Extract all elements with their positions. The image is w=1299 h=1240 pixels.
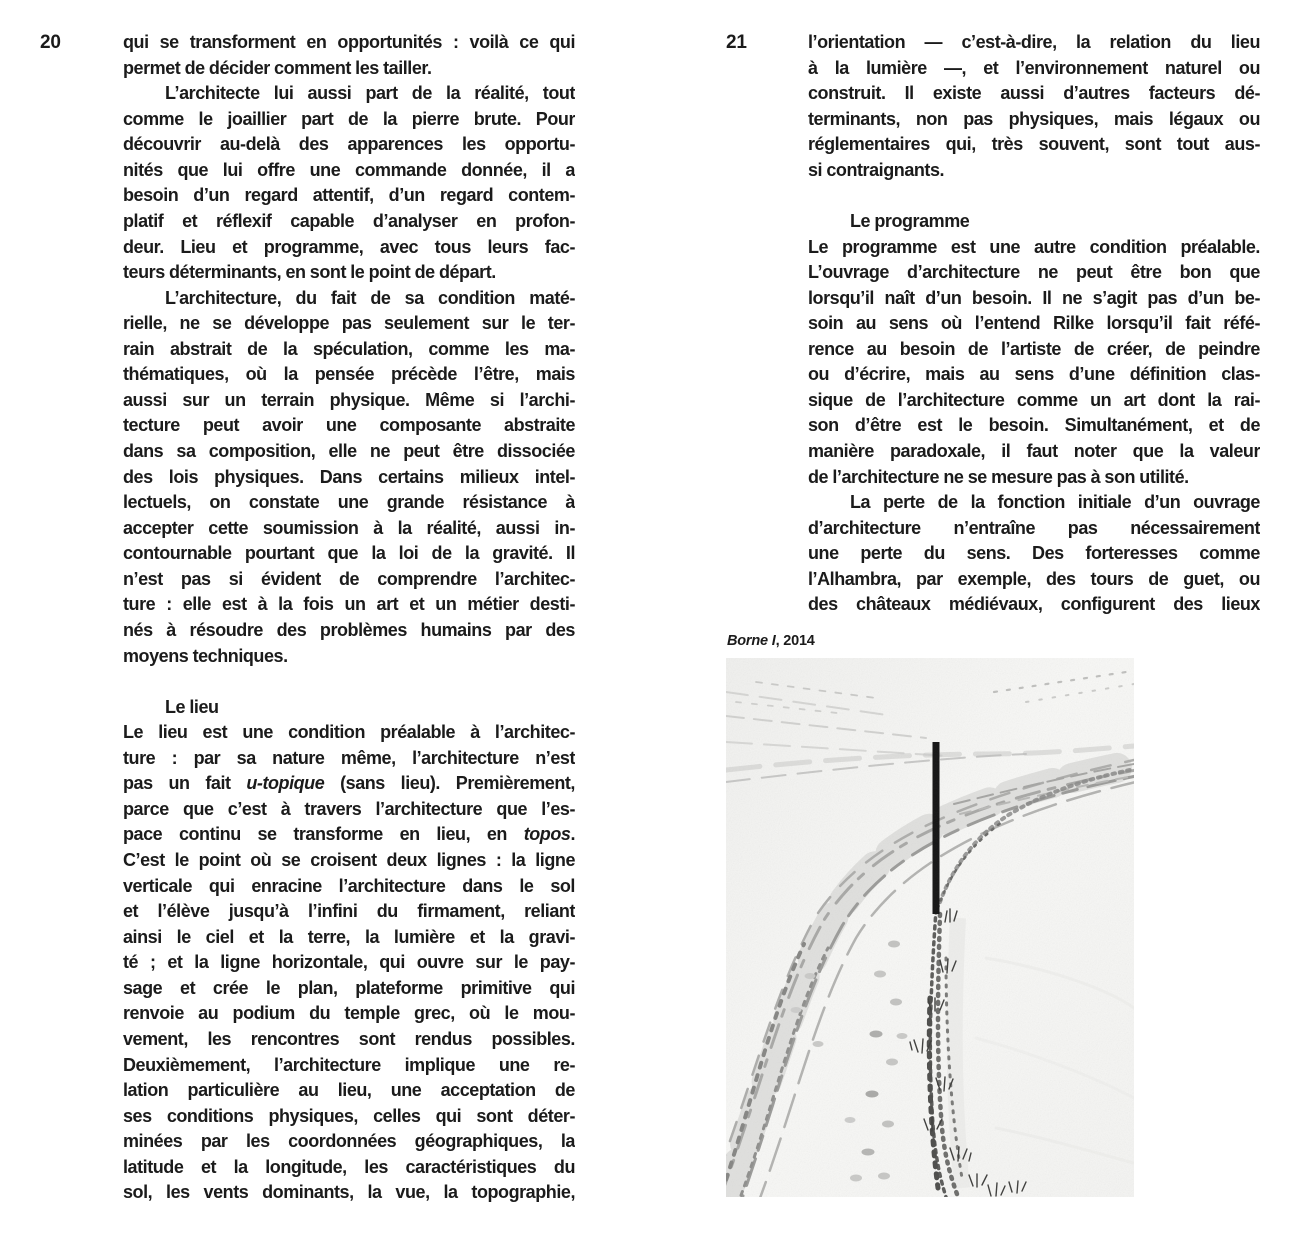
text-line: n’est pas si évident de comprendre l’architec- (123, 568, 575, 589)
text-line: de l’architecture ne se mesure pas à son utilité. (808, 466, 1189, 487)
text-line: lectuels, on constate une grande résistance à (123, 492, 575, 513)
blank-line (808, 183, 1260, 209)
text-line: tecture peut avoir une composante abstraite (123, 415, 575, 436)
text-line: Le lieu est une condition préalable à l’architec- (123, 722, 575, 743)
text-line: minées par les coordonnées géographiques, la (123, 1131, 575, 1152)
text-line: nés à résoudre des problèmes humains par des (123, 619, 575, 640)
text-line: ou d’écrire, mais au sens d’une définition clas- (808, 364, 1260, 385)
text-line: thématiques, où la pensée précède l’être, mais (123, 364, 575, 385)
text-column-left (123, 30, 575, 1206)
text-line: renvoie au podium du temple grec, où le mou- (123, 1003, 575, 1024)
text-line: l’Alhambra, par exemple, des tours de guet, ou (808, 568, 1260, 589)
text-line: sage et crée le plan, plateforme primitive qui (123, 977, 575, 998)
text-line: sique de l’architecture comme un art dont la rai- (808, 389, 1260, 410)
text-line: des lois physiques. Dans certains milieux intel- (123, 466, 575, 487)
text-line: verticale qui enracine l’architecture dans le sol (123, 875, 575, 896)
text-line: aussi sur un terrain physique. Même si l’archi- (123, 389, 575, 410)
text-line: vement, les rencontres sont rendus possibles. (123, 1028, 575, 1049)
text-line: pace continu se transforme en lieu, en topos. (123, 824, 575, 845)
text-line: des châteaux médiévaux, configurent des lieux (808, 594, 1260, 615)
page-number-left: 20 (40, 32, 61, 53)
text-line: pas un fait u-topique (sans lieu). Premièrement, (123, 773, 575, 794)
text-line: Le programme est une autre condition préalable. (808, 236, 1260, 257)
blank-line (123, 669, 575, 695)
text-line: ses conditions physiques, celles qui sont déter- (123, 1105, 575, 1126)
text-line: Le lieu (165, 696, 219, 717)
text-line: rain abstrait de la spéculation, comme les ma- (123, 338, 575, 359)
text-line: parce que c’est à travers l’architecture que l’es- (123, 798, 575, 819)
text-line: qui se transforment en opportunités : voilà ce qui (123, 32, 575, 52)
text-line: La perte de la fonction initiale d’un ouvrage (850, 492, 1260, 513)
text-line: l’orientation — c’est-à-dire, la relation du lieu (808, 32, 1260, 52)
text-line: deur. Lieu et programme, avec tous leurs fac- (123, 236, 575, 257)
text-line: sol, les vents dominants, la vue, la topographie, (123, 1182, 575, 1203)
text-line: son d’être est le besoin. Simultanément, et de (808, 415, 1260, 436)
text-line: accepter cette soumission à la réalité, aussi in- (123, 517, 575, 538)
page-number-right: 21 (726, 32, 747, 53)
text-line: L’ouvrage d’architecture ne peut être bon que (808, 262, 1260, 283)
text-line: permet de décider comment les tailler. (123, 57, 432, 78)
text-line: L’architecte lui aussi part de la réalité, tout (165, 83, 575, 104)
text-line: rielle, ne se développe pas seulement sur le ter- (123, 313, 575, 334)
text-line: d’architecture n’entraîne pas nécessairement (808, 517, 1260, 538)
text-line: ainsi le ciel et la terre, la lumière et la gravi- (123, 926, 575, 947)
text-line: Deuxièmement, l’architecture implique une re- (123, 1054, 575, 1075)
text-line: lorsqu’il naît d’un besoin. Il ne s’agit pas d’un be- (808, 287, 1260, 308)
text-line: dans sa composition, elle ne peut être dissociée (123, 441, 575, 461)
snow-texture-overlay (726, 658, 1134, 1197)
text-line: ture : elle est à la fois un art et un métier desti- (123, 594, 575, 615)
photo-borne-svg (726, 658, 1134, 1197)
text-line: une perte du sens. Des forteresses comme (808, 543, 1260, 564)
text-column-right (808, 30, 1260, 618)
text-line: lation particulière au lieu, une acceptation de (123, 1080, 575, 1101)
text-line: contournable pourtant que la loi de la gravité. Il (123, 543, 575, 564)
figure-photo (726, 658, 1134, 1197)
text-line: besoin d’un regard attentif, d’un regard contem- (123, 185, 575, 206)
text-line: découvrir au-delà des apparences les opportu- (123, 134, 575, 155)
text-line: réglementaires qui, très souvent, sont tout aus- (808, 134, 1260, 155)
text-line: moyens techniques. (123, 645, 288, 666)
text-line: ture : par sa nature même, l’architecture n’est (123, 747, 575, 768)
text-line: manière paradoxale, il faut noter que la valeur (808, 441, 1260, 461)
text-line: rence au besoin de l’artiste de créer, de peindre (808, 338, 1260, 359)
text-line: té ; et la ligne horizontale, qui ouvre sur le pay- (123, 952, 575, 973)
text-line: latitude et la longitude, les caractéristiques du (123, 1156, 575, 1177)
figure-caption-title: Borne I (727, 633, 776, 649)
text-line: construit. Il existe aussi d’autres facteurs dé- (808, 83, 1260, 104)
text-line: Le programme (850, 210, 970, 231)
text-line: à la lumière —, et l’environnement naturel ou (808, 57, 1260, 78)
text-line: soin au sens où l’entend Rilke lorsqu’il fait réfé- (808, 313, 1260, 334)
text-line: C’est le point où se croisent deux lignes : la ligne (123, 850, 575, 870)
text-line: et l’élève jusqu’à l’infini du firmament, reliant (123, 901, 575, 922)
text-line: comme le joaillier part de la pierre brute. Pour (123, 108, 575, 129)
text-line: teurs déterminants, en sont le point de départ. (123, 262, 496, 283)
text-line: L’architecture, du fait de sa condition maté- (165, 287, 575, 308)
figure-caption-year: , 2014 (775, 633, 815, 649)
figure-caption (727, 633, 815, 649)
text-line: nités que lui offre une commande donnée, il a (123, 159, 575, 180)
text-line: si contraignants. (808, 159, 945, 180)
text-line: platif et réflexif capable d’analyser en profon- (123, 210, 575, 231)
text-line: terminants, non pas physiques, mais légaux ou (808, 108, 1260, 129)
